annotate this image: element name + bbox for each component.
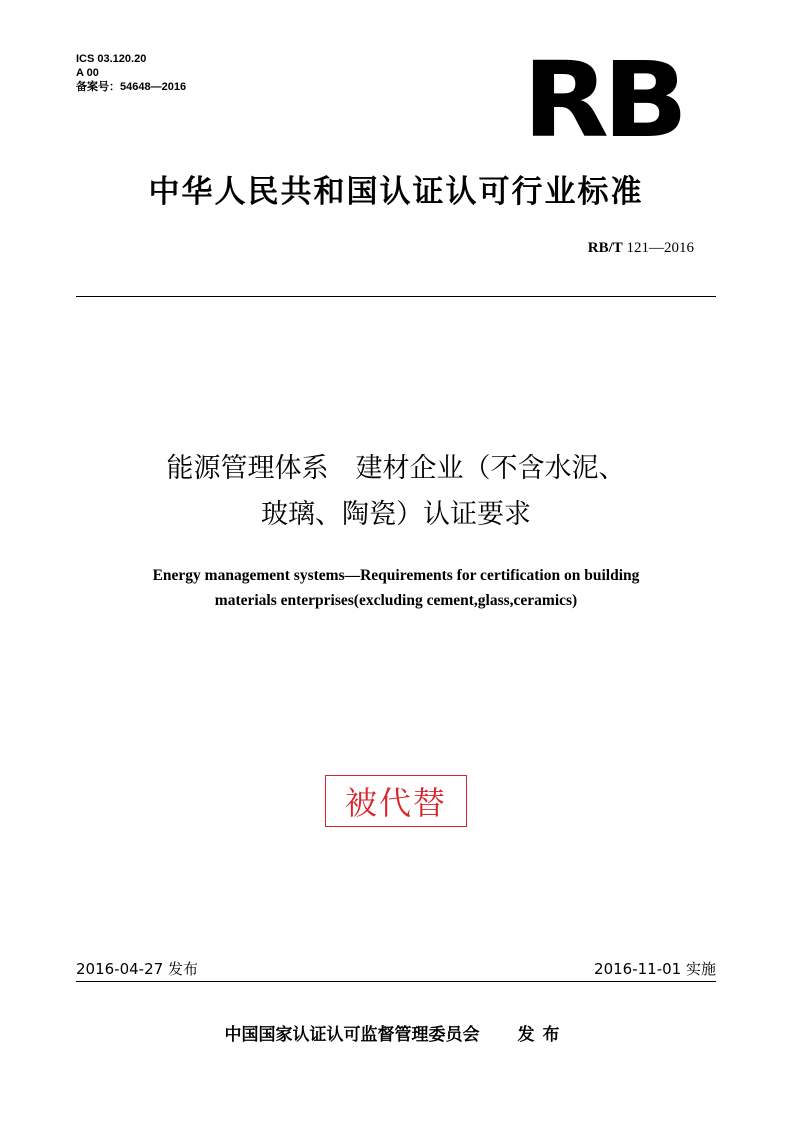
superseded-stamp: 被代替 [325, 775, 467, 827]
english-title-line-2: materials enterprises(excluding cement,glass,ceramics) [214, 592, 578, 609]
ics-code: ICS 03.120.20 [76, 53, 147, 65]
industry-standard-title: 中华人民共和国认证认可行业标准 [148, 174, 644, 210]
issuer-name: 中国国家认证认可监督管理委员会 [224, 1025, 480, 1045]
document-metadata [76, 52, 186, 94]
chinese-title-line-1: 能源管理体系 建材企业（不含水泥、 [166, 453, 626, 484]
filing-number: 备案号：54648—2016 [76, 81, 187, 93]
issuing-authority [76, 1020, 716, 1045]
rb-logo: RB [522, 39, 682, 161]
english-title [76, 563, 716, 613]
chinese-title [76, 446, 716, 538]
ccs-code: A 00 [76, 67, 99, 79]
english-title-line-1: Energy management systems—Requirements for certification on building [152, 567, 640, 584]
top-divider [76, 296, 716, 297]
effective-date: 2016-11-01 实施 [594, 960, 716, 978]
issue-date: 2016-04-27 发布 [76, 960, 198, 978]
chinese-title-line-2: 玻璃、陶瓷）认证要求 [261, 499, 531, 530]
standard-number [588, 240, 694, 257]
standard-code: RB/T [587, 240, 623, 256]
standard-number-value: 121—2016 [626, 240, 694, 256]
issuer-action: 发布 [517, 1025, 568, 1045]
bottom-divider [76, 981, 716, 982]
